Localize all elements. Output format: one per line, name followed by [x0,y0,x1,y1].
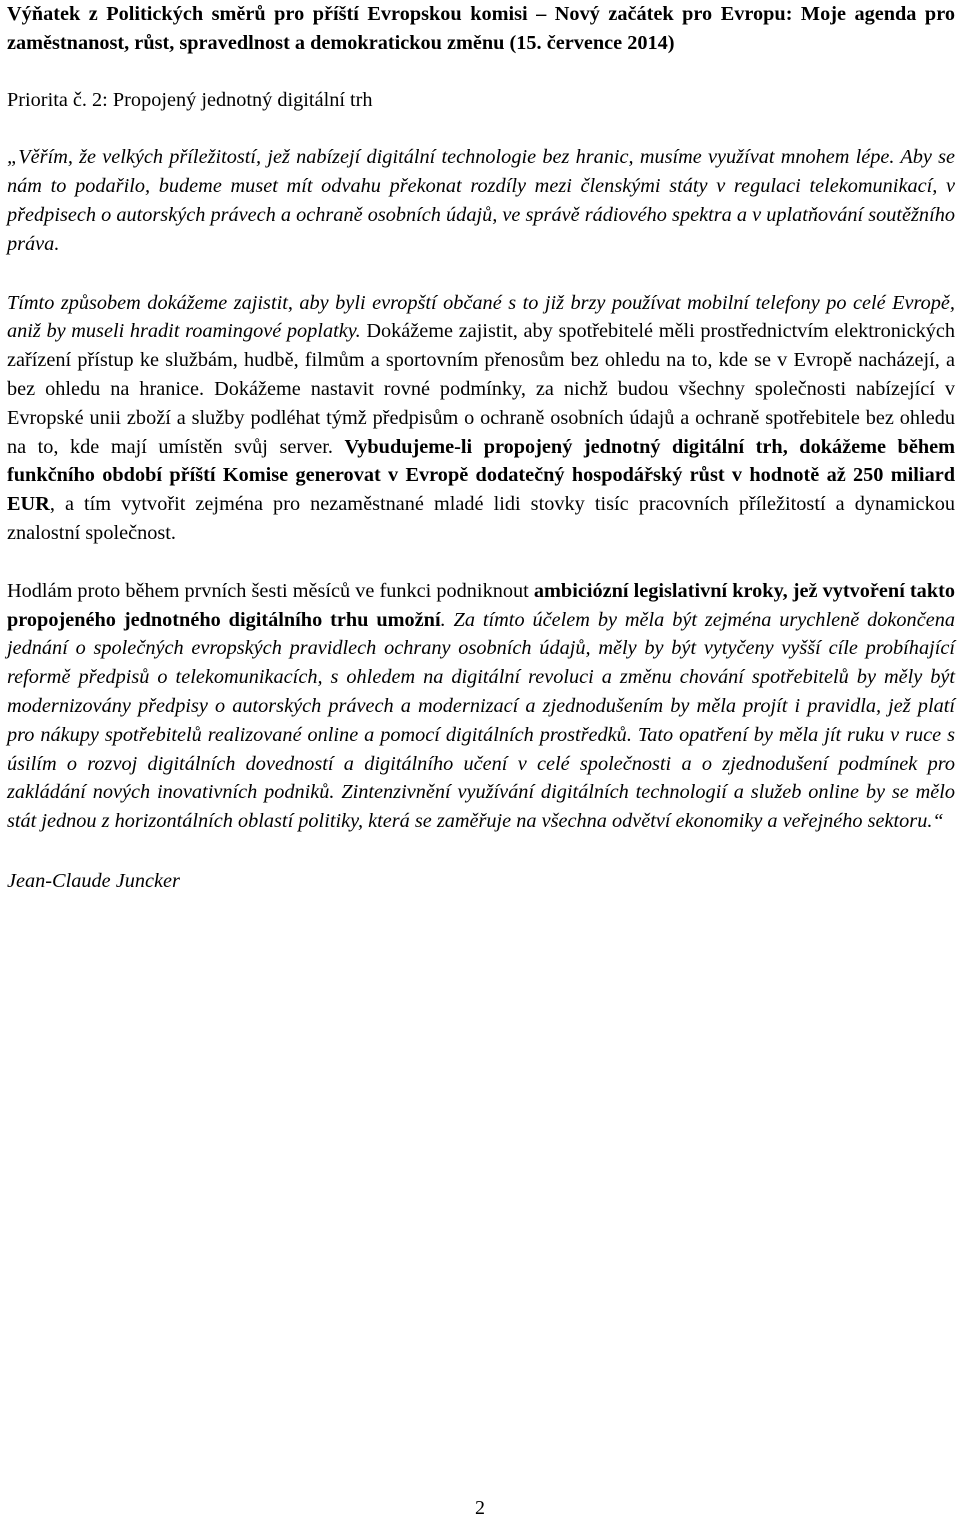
quote-paragraph-2-part1: Tímto způsobem dokážeme zajistit, aby byli evropští občané s to již brzy používat mobilní telefony po celé Evropě, aniž by museli hradit roamingové poplatky. [7,291,955,343]
document-page [7,0,955,916]
page-number: 2 [475,1497,485,1519]
quote-paragraph-2-bold: Vybudujeme-li propojený jednotný digitální trh, dokážeme během funkčního období příští Komise generovat v Evropě dodatečný hospodářský růst v hodnotě až 250 miliard EUR [7,435,955,516]
quote-paragraph-3-part1: Hodlám proto během prvních šesti měsíců ve funkci podniknout [7,579,534,602]
signature: Jean-Claude Juncker [7,869,180,892]
priority-title: Priorita č. 2: Propojený jednotný digitální trh [7,88,373,111]
quote-paragraph-1 [7,143,955,258]
quote-paragraph-1-text: „Věřím, že velkých příležitostí, jež nabízejí digitální technologie bez hranic, musíme využívat mnohem lépe. Aby se nám to podařilo, budeme muset mít odvahu překonat rozdíly mezi členskými státy v regulaci telekomunikací, v předpisech o autorských právech a ochraně osobních údajů, ve správě rádiového spektra a v uplatňování soutěžního práva. [7,146,955,255]
document-heading: Výňatek z Politických směrů pro příští Evropskou komisi – Nový začátek pro Evropu: Moje agenda pro zaměstnanost, růst, spravedlnost a demokratickou změnu (15. července 2014) [7,3,955,54]
quote-paragraph-2-part3: , a tím vytvořit zejména pro nezaměstnané mladé lidi stovky tisíc pracovních příležitostí a dynamickou znalostní společnost. [7,493,955,544]
quote-paragraph-3-bold: ambiciózní legislativní kroky, jež vytvoření takto propojeného jednotného digitálního trhu umožní [7,579,955,631]
quote-paragraph-3 [7,577,955,836]
quote-paragraph-2-part2: Dokážeme zajistit, aby spotřebitelé měli prostřednictvím elektronických zařízení přístup ke službám, hudbě, filmům a sportovním přenosům bez ohledu na to, kde se v Evropě nacházejí, a bez ohledu na hranice. Dokážeme nastavit rovné podmínky, za nichž budou všechny společnosti nabízející v Evropské unii zboží a služby podléhat týmž předpisům o ochraně osobních údajů a ochraně spotřebitele bez ohledu na to, kde mají umístěn svůj server. [7,320,955,458]
quote-paragraph-2 [7,289,955,548]
quote-paragraph-3-part2: . Za tímto účelem by měla být zejména urychleně dokončena jednání o společných evropských pravidlech ochrany osobních údajů, měly by být vytyčeny vyšší cíle probíhající reformě předpisů o telekomunikacích, s ohledem na digitální revoluci a změnu chování spotřebitelů by měly být modernizovány předpisy o autorských právech a modernizací a zjednodušením by měla projít i pravidla, jež platí pro nákupy spotřebitelů realizované online a pomocí digitálních prostředků. Tato opatření by měla jít ruku v ruce s úsilím o rozvoj digitálních dovedností a digitálního učení v celé společnosti a o zjednodušení podmínek pro zakládání nových inovativních podniků. Zintenzivnění využívání digitálních technologií a služeb online by se mělo stát jednou z horizontálních oblastí politiky, která se zaměřuje na všechna odvětví ekonomiky a veřejného sektoru.“ [7,608,955,833]
